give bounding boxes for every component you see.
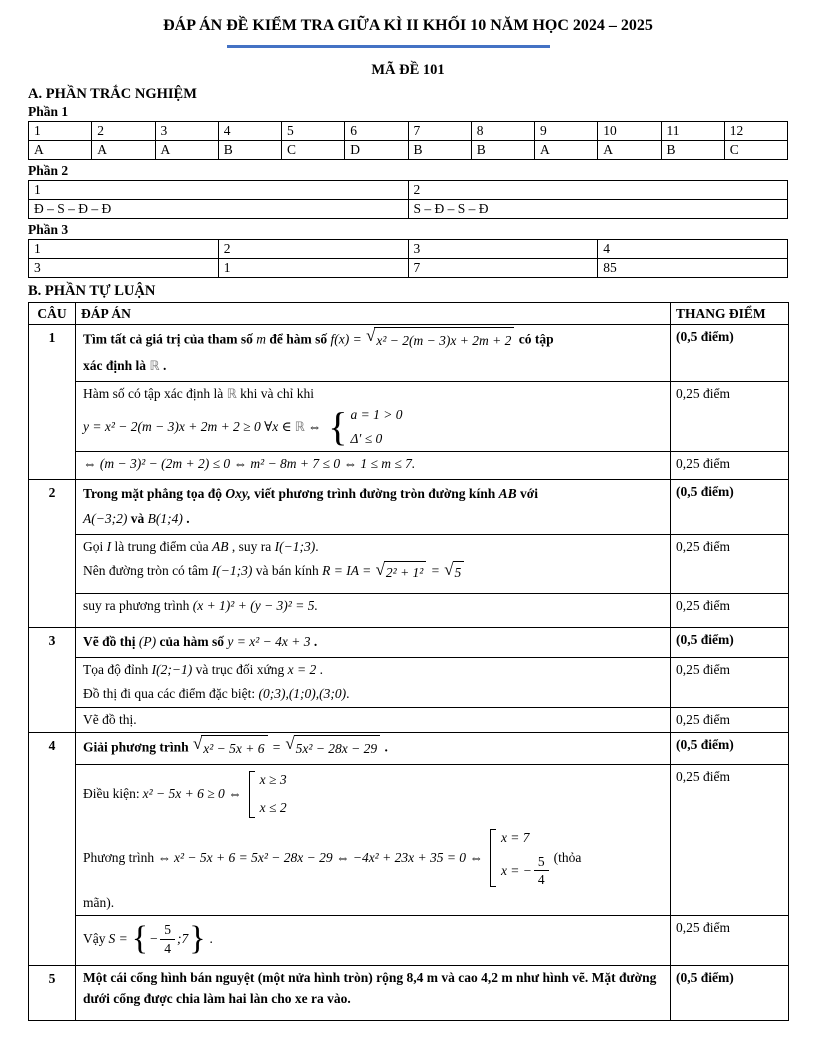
part1-number: 1: [29, 122, 92, 141]
score-cell: (0,5 điểm): [671, 325, 789, 382]
part3-number-row: [29, 240, 788, 259]
part2-label: Phần 2: [28, 163, 69, 178]
part1-answer: D: [345, 141, 408, 160]
solution-set: { − $\frac{5}{4}$ ;7 }: [131, 919, 206, 957]
part1-answer-row: [29, 141, 788, 160]
part1-number-row: [29, 122, 788, 141]
part1-answer: C: [724, 141, 787, 160]
part1-number: 12: [724, 122, 787, 141]
part1-label: Phần 1: [28, 104, 69, 119]
part1-number: 2: [92, 122, 155, 141]
part1-number: 4: [218, 122, 281, 141]
left-brace: {: [328, 404, 348, 450]
score-cell: 0,25 điểm: [671, 916, 789, 966]
real-set-symbol: ℝ: [149, 359, 160, 375]
sqrt-expression: √ x² − 2(m − 3)x + 2m + 2: [366, 327, 514, 354]
part3-number: 3: [408, 240, 598, 259]
radical-sign: √: [375, 560, 385, 580]
part2-number: 1: [29, 181, 409, 200]
cases-system: { a = 1 > 0 Δ′ ≤ 0: [328, 404, 403, 450]
score-cell: (0,5 điểm): [671, 733, 789, 765]
q3-statement: Vẽ đồ thị (P) của hàm số y = x² − 4x + 3 .: [76, 627, 671, 657]
part2-answer: S – Đ – S – Đ: [408, 200, 788, 219]
part1-number: 5: [282, 122, 345, 141]
question-number: 5: [29, 966, 76, 1021]
q1-step1-row: [29, 382, 789, 452]
part3-table: [28, 239, 788, 278]
score-cell: 0,25 điểm: [671, 534, 789, 593]
q4-step2: Vậy S = { − $\frac{5}{4}$ ;7 } .: [76, 916, 671, 966]
question-number: 1: [29, 325, 76, 480]
part1-table: [28, 121, 788, 160]
bracket-system: x = 7 x = − $\frac{5}{4}$: [490, 828, 551, 888]
part3-answer-row: [29, 259, 788, 278]
column-header-cau: CÂU: [29, 303, 76, 325]
column-header-dapan: ĐÁP ÁN: [76, 303, 671, 325]
q1-text: Tìm tất cả giá trị của tham số: [83, 331, 257, 347]
radical-sign: √: [285, 734, 295, 754]
essay-header-row: [29, 303, 789, 325]
q2-step1-row: [29, 534, 789, 593]
q1-math-f: f(x) =: [330, 331, 366, 347]
part1-number: 7: [408, 122, 471, 141]
part3-answer: 1: [218, 259, 408, 278]
part2-number-row: [29, 181, 788, 200]
real-set-symbol: ℝ: [294, 419, 305, 435]
q1-math-m: m: [256, 331, 266, 347]
score-cell: (0,5 điểm): [671, 627, 789, 657]
part1-answer: A: [155, 141, 218, 160]
score-cell: (0,5 điểm): [671, 479, 789, 534]
q3-step2-row: [29, 707, 789, 732]
part3-answer: 85: [598, 259, 788, 278]
radical-sign: √: [366, 326, 376, 346]
part3-number: 2: [218, 240, 408, 259]
q5-statement: Một cái cổng hình bán nguyệt (một nửa hình tròn) rộng 8,4 m và cao 4,2 m như hình vẽ. Mặt đường dưới cổng được chia làm hai làn cho xe ra vào.: [76, 966, 671, 1021]
page-title: ĐÁP ÁN ĐỀ KIỂM TRA GIỮA KÌ II KHỐI 10 NĂM HỌC 2024 – 2025: [163, 17, 653, 34]
part2-table: [28, 180, 788, 219]
part1-answer: A: [29, 141, 92, 160]
q2-step2: suy ra phương trình (x + 1)² + (y − 3)² = 5.: [76, 593, 671, 627]
section-b-heading: B. PHẦN TỰ LUẬN: [28, 283, 156, 299]
q1-statement: Tìm tất cả giá trị của tham số m để hàm số f(x) = √ x² − 2(m − 3)x + 2m + 2 có tập xác định là ℝ .: [76, 325, 671, 382]
q4-step1: Điều kiện: x² − 5x + 6 ≥ 0 ⇔ x ≥ 3 x ≤ 2 Phương trình ⇔ x² − 5x + 6 = 5x² − 28x − 29 ⇔ −4x² + 23x + 35 = 0 ⇔ x = 7 x = − $\frac{5}{4}$ (thỏa mãn).: [76, 765, 671, 916]
q4-statement-row: [29, 733, 789, 765]
score-cell: 0,25 điểm: [671, 707, 789, 732]
right-brace: }: [189, 919, 206, 957]
part2-number: 2: [408, 181, 788, 200]
bracket-system: x ≥ 3 x ≤ 2: [249, 770, 287, 819]
sqrt-expression: √ 5x² − 28x − 29: [285, 735, 380, 762]
part1-answer: B: [218, 141, 281, 160]
part3-number: 1: [29, 240, 219, 259]
q4-step1-row: [29, 765, 789, 916]
score-cell: 0,25 điểm: [671, 382, 789, 452]
title-underline: [227, 45, 550, 48]
part2-answer-row: [29, 200, 788, 219]
q3-step1: Tọa độ đỉnh I(2;−1) và trục đối xứng x = 2 . Đồ thị đi qua các điểm đặc biệt: (0;3),(1;0),(3;0).: [76, 657, 671, 707]
q1-step2: ⇔ (m − 3)² − (2m + 2) ≤ 0 ⇔ m² − 8m + 7 ≤ 0 ⇔ 1 ≤ m ≤ 7.: [76, 451, 671, 479]
part1-number: 10: [598, 122, 661, 141]
score-cell: 0,25 điểm: [671, 593, 789, 627]
part1-number: 3: [155, 122, 218, 141]
q3-step2: Vẽ đồ thị.: [76, 707, 671, 732]
q1-statement-row: [29, 325, 789, 382]
section-a-heading: A. PHẦN TRẮC NGHIỆM: [28, 86, 197, 102]
q4-step2-row: [29, 916, 789, 966]
part1-number: 6: [345, 122, 408, 141]
part1-answer: B: [661, 141, 724, 160]
part1-number: 8: [471, 122, 534, 141]
left-bracket: [249, 771, 255, 818]
q2-step1: Gọi I là trung điểm của AB , suy ra I(−1;3). Nên đường tròn có tâm I(−1;3) và bán kính R = IA = √ 2² + 1² = √ 5: [76, 534, 671, 593]
q1-step1: Hàm số có tập xác định là ℝ khi và chỉ khi y = x² − 2(m − 3)x + 2m + 2 ≥ 0 ∀x ∈ ℝ ⇔ { a = 1 > 0 Δ′ ≤ 0: [76, 382, 671, 452]
sqrt-expression: √ 5: [444, 561, 464, 583]
part1-answer: B: [471, 141, 534, 160]
q2-statement-row: [29, 479, 789, 534]
part3-number: 4: [598, 240, 788, 259]
question-number: 4: [29, 733, 76, 966]
score-cell: 0,25 điểm: [671, 765, 789, 916]
score-cell: 0,25 điểm: [671, 657, 789, 707]
part1-answer: A: [598, 141, 661, 160]
part2-answer: Đ – S – Đ – Đ: [29, 200, 409, 219]
part3-answer: 3: [29, 259, 219, 278]
question-number: 2: [29, 479, 76, 627]
q1-step2-row: [29, 451, 789, 479]
left-bracket: [490, 829, 496, 887]
q3-statement-row: [29, 627, 789, 657]
part1-number: 9: [535, 122, 598, 141]
question-number: 3: [29, 627, 76, 732]
fraction: $\frac{5}{4}$: [534, 854, 549, 888]
sqrt-expression: √ 2² + 1²: [376, 561, 427, 583]
essay-table: [28, 302, 789, 1021]
q4-statement: Giải phương trình √ x² − 5x + 6 = √ 5x² − 28x − 29 .: [76, 733, 671, 765]
column-header-thangdiem: THANG ĐIỂM: [671, 303, 789, 325]
sqrt-expression: √ x² − 5x + 6: [193, 735, 268, 762]
real-set-symbol: ℝ: [226, 387, 237, 403]
radical-sign: √: [444, 560, 454, 580]
q2-statement: Trong mặt phẳng tọa độ Oxy, viết phương trình đường tròn đường kính AB với A(−3;2) và B(1;4) .: [76, 479, 671, 534]
part1-answer: A: [535, 141, 598, 160]
part3-answer: 7: [408, 259, 598, 278]
exam-code: MÃ ĐỀ 101: [371, 62, 445, 78]
q2-step2-row: [29, 593, 789, 627]
radical-sign: √: [192, 734, 203, 754]
q3-step1-row: [29, 657, 789, 707]
part1-answer: A: [92, 141, 155, 160]
left-brace: {: [131, 919, 149, 957]
q5-statement-row: [29, 966, 789, 1021]
fraction: $\frac{5}{4}$: [160, 922, 175, 956]
part1-answer: B: [408, 141, 471, 160]
score-cell: (0,5 điểm): [671, 966, 789, 1021]
part3-label: Phần 3: [28, 222, 69, 237]
score-cell: 0,25 điểm: [671, 451, 789, 479]
part1-number: 11: [661, 122, 724, 141]
part1-answer: C: [282, 141, 345, 160]
